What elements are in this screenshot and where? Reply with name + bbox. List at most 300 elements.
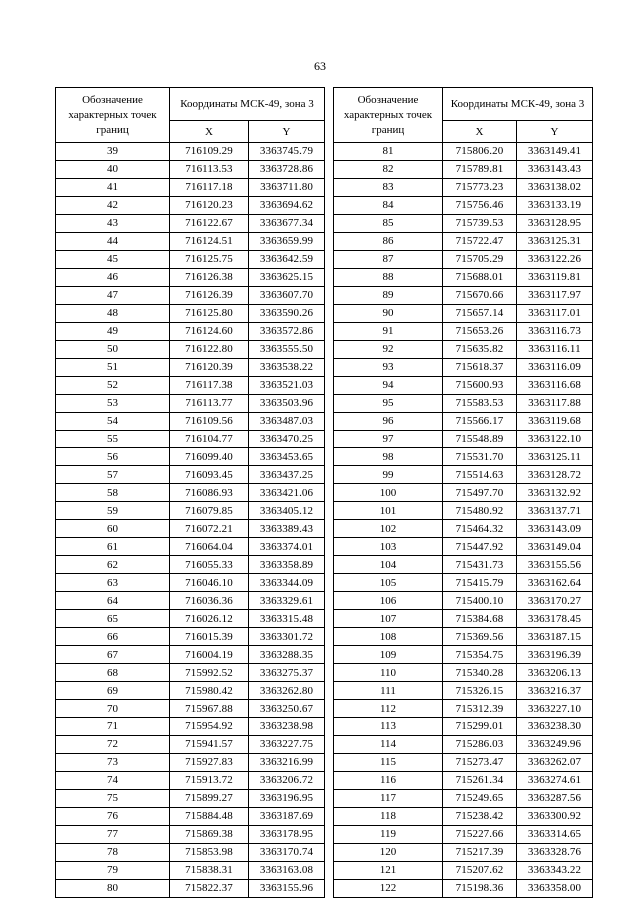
y-coordinate-cell: 3363149.04 (517, 538, 593, 556)
x-coordinate-cell: 716099.40 (170, 448, 249, 466)
y-coordinate-cell: 3363128.95 (517, 214, 593, 232)
x-coordinate-cell: 715927.83 (170, 753, 249, 771)
point-id-cell: 118 (334, 807, 443, 825)
table-row (56, 718, 325, 736)
y-coordinate-cell: 3363155.56 (517, 556, 593, 574)
x-coordinate-cell: 715464.32 (443, 520, 517, 538)
y-coordinate-cell: 3363538.22 (249, 358, 325, 376)
table-row (56, 322, 325, 340)
table-row (56, 286, 325, 304)
table-body-left (56, 143, 325, 898)
point-id-cell: 101 (334, 502, 443, 520)
y-coordinate-cell: 3363274.61 (517, 771, 593, 789)
x-coordinate-cell: 715688.01 (443, 268, 517, 286)
point-id-cell: 97 (334, 430, 443, 448)
x-coordinate-cell: 715354.75 (443, 646, 517, 664)
table-row (56, 735, 325, 753)
x-coordinate-cell: 715531.70 (443, 448, 517, 466)
table-row (56, 646, 325, 664)
table-row (334, 538, 593, 556)
point-id-cell: 85 (334, 214, 443, 232)
page-number: 63 (314, 59, 326, 73)
y-coordinate-cell: 3363196.95 (249, 789, 325, 807)
y-coordinate-cell: 3363117.88 (517, 394, 593, 412)
y-coordinate-cell: 3363405.12 (249, 502, 325, 520)
x-coordinate-cell: 716064.04 (170, 538, 249, 556)
coords-header: Координаты МСК-49, зона 3 (170, 88, 325, 121)
point-id-cell: 86 (334, 232, 443, 250)
table-row (56, 700, 325, 718)
x-coordinate-cell: 716026.12 (170, 610, 249, 628)
y-coordinate-cell: 3363119.68 (517, 412, 593, 430)
point-id-cell: 75 (56, 789, 170, 807)
point-id-cell: 66 (56, 628, 170, 646)
table-row (56, 412, 325, 430)
point-id-cell: 100 (334, 484, 443, 502)
y-coordinate-cell: 3363625.15 (249, 268, 325, 286)
table-row (334, 718, 593, 736)
y-coordinate-cell: 3363328.76 (517, 843, 593, 861)
point-id-cell: 105 (334, 574, 443, 592)
point-id-cell: 48 (56, 304, 170, 322)
y-coordinate-cell: 3363572.86 (249, 322, 325, 340)
table-row (56, 196, 325, 214)
x-coordinate-cell: 716086.93 (170, 484, 249, 502)
table-row (56, 484, 325, 502)
x-header: X (170, 121, 249, 143)
point-id-cell: 41 (56, 178, 170, 196)
table-row (334, 143, 593, 161)
point-id-cell: 45 (56, 250, 170, 268)
point-id-cell: 57 (56, 466, 170, 484)
y-coordinate-cell: 3363206.72 (249, 771, 325, 789)
table-row (334, 196, 593, 214)
y-coordinate-cell: 3363437.25 (249, 466, 325, 484)
y-coordinate-cell: 3363178.95 (249, 825, 325, 843)
point-id-cell: 108 (334, 628, 443, 646)
table-row (334, 753, 593, 771)
point-id-cell: 78 (56, 843, 170, 861)
x-coordinate-cell: 716113.53 (170, 160, 249, 178)
table-row (56, 664, 325, 682)
y-coordinate-cell: 3363170.74 (249, 843, 325, 861)
point-id-cell: 82 (334, 160, 443, 178)
y-coordinate-cell: 3363216.37 (517, 682, 593, 700)
x-coordinate-cell: 715600.93 (443, 376, 517, 394)
table-row (334, 340, 593, 358)
x-coordinate-cell: 716125.75 (170, 250, 249, 268)
x-coordinate-cell: 715869.38 (170, 825, 249, 843)
point-id-cell: 92 (334, 340, 443, 358)
y-coordinate-cell: 3363262.07 (517, 753, 593, 771)
y-coordinate-cell: 3363117.01 (517, 304, 593, 322)
point-id-cell: 60 (56, 520, 170, 538)
x-coordinate-cell: 715992.52 (170, 664, 249, 682)
x-coordinate-cell: 715480.92 (443, 502, 517, 520)
y-coordinate-cell: 3363728.86 (249, 160, 325, 178)
point-id-cell: 51 (56, 358, 170, 376)
table-row (334, 466, 593, 484)
y-coordinate-cell: 3363138.02 (517, 178, 593, 196)
x-coordinate-cell: 716015.39 (170, 628, 249, 646)
table-row (56, 160, 325, 178)
y-coordinate-cell: 3363122.26 (517, 250, 593, 268)
y-coordinate-cell: 3363300.92 (517, 807, 593, 825)
point-id-cell: 88 (334, 268, 443, 286)
table-row (56, 861, 325, 879)
x-coordinate-cell: 715238.42 (443, 807, 517, 825)
x-coordinate-cell: 715198.36 (443, 879, 517, 897)
table-row (334, 448, 593, 466)
point-id-cell: 122 (334, 879, 443, 897)
table-row (334, 502, 593, 520)
x-coordinate-cell: 716117.18 (170, 178, 249, 196)
y-coordinate-cell: 3363178.45 (517, 610, 593, 628)
point-id-cell: 81 (334, 143, 443, 161)
point-id-cell: 84 (334, 196, 443, 214)
coordinates-table-right (333, 87, 593, 898)
y-coordinate-cell: 3363329.61 (249, 592, 325, 610)
table-row (56, 358, 325, 376)
table-row (56, 753, 325, 771)
x-coordinate-cell: 715369.56 (443, 628, 517, 646)
table-row (56, 143, 325, 161)
x-coordinate-cell: 715227.66 (443, 825, 517, 843)
table-row (56, 556, 325, 574)
x-coordinate-cell: 715261.34 (443, 771, 517, 789)
x-coordinate-cell: 715299.01 (443, 718, 517, 736)
y-coordinate-cell: 3363238.30 (517, 718, 593, 736)
coordinates-table-left (55, 87, 325, 898)
x-coordinate-cell: 716122.67 (170, 214, 249, 232)
y-coordinate-cell: 3363659.99 (249, 232, 325, 250)
point-id-cell: 40 (56, 160, 170, 178)
point-id-cell: 106 (334, 592, 443, 610)
point-label-header: Обозначение характерных точек границ (334, 88, 443, 143)
x-coordinate-cell: 716046.10 (170, 574, 249, 592)
table-row (334, 789, 593, 807)
y-coordinate-cell: 3363143.43 (517, 160, 593, 178)
table-row (334, 592, 593, 610)
table-row (334, 825, 593, 843)
x-coordinate-cell: 715548.89 (443, 430, 517, 448)
table-row (56, 879, 325, 897)
y-coordinate-cell: 3363227.10 (517, 700, 593, 718)
x-coordinate-cell: 716125.80 (170, 304, 249, 322)
table-row (334, 286, 593, 304)
table-row (334, 520, 593, 538)
table-row (56, 376, 325, 394)
point-id-cell: 80 (56, 879, 170, 897)
table-row (334, 394, 593, 412)
x-coordinate-cell: 715653.26 (443, 322, 517, 340)
point-id-cell: 96 (334, 412, 443, 430)
x-coordinate-cell: 715340.28 (443, 664, 517, 682)
y-coordinate-cell: 3363128.72 (517, 466, 593, 484)
y-coordinate-cell: 3363343.22 (517, 861, 593, 879)
point-id-cell: 111 (334, 682, 443, 700)
point-id-cell: 107 (334, 610, 443, 628)
y-coordinate-cell: 3363453.65 (249, 448, 325, 466)
table-row (334, 430, 593, 448)
point-id-cell: 65 (56, 610, 170, 628)
y-coordinate-cell: 3363187.15 (517, 628, 593, 646)
point-id-cell: 67 (56, 646, 170, 664)
y-coordinate-cell: 3363694.62 (249, 196, 325, 214)
point-id-cell: 47 (56, 286, 170, 304)
table-row (56, 807, 325, 825)
table-row (56, 682, 325, 700)
table-row (56, 789, 325, 807)
table-row (334, 735, 593, 753)
point-id-cell: 70 (56, 700, 170, 718)
x-coordinate-cell: 715670.66 (443, 286, 517, 304)
table-row (56, 340, 325, 358)
point-id-cell: 39 (56, 143, 170, 161)
x-coordinate-cell: 715273.47 (443, 753, 517, 771)
table-row (56, 466, 325, 484)
point-id-cell: 63 (56, 574, 170, 592)
table-row (334, 412, 593, 430)
y-coordinate-cell: 3363133.19 (517, 196, 593, 214)
x-header: X (443, 121, 517, 143)
y-header: Y (517, 121, 593, 143)
x-coordinate-cell: 715312.39 (443, 700, 517, 718)
point-id-cell: 59 (56, 502, 170, 520)
x-coordinate-cell: 716104.77 (170, 430, 249, 448)
point-id-cell: 120 (334, 843, 443, 861)
point-id-cell: 77 (56, 825, 170, 843)
table-row (334, 160, 593, 178)
table-row (334, 861, 593, 879)
point-id-cell: 52 (56, 376, 170, 394)
y-coordinate-cell: 3363143.09 (517, 520, 593, 538)
table-row (56, 520, 325, 538)
y-coordinate-cell: 3363117.97 (517, 286, 593, 304)
y-coordinate-cell: 3363555.50 (249, 340, 325, 358)
y-coordinate-cell: 3363196.39 (517, 646, 593, 664)
table-row (334, 322, 593, 340)
table-row (334, 178, 593, 196)
x-coordinate-cell: 715838.31 (170, 861, 249, 879)
table-row (334, 268, 593, 286)
x-coordinate-cell: 715954.92 (170, 718, 249, 736)
y-coordinate-cell: 3363275.37 (249, 664, 325, 682)
table-row (334, 358, 593, 376)
table-row (56, 448, 325, 466)
x-coordinate-cell: 715514.63 (443, 466, 517, 484)
table-row (56, 214, 325, 232)
x-coordinate-cell: 715967.88 (170, 700, 249, 718)
y-coordinate-cell: 3363163.08 (249, 861, 325, 879)
table-row (334, 232, 593, 250)
y-coordinate-cell: 3363170.27 (517, 592, 593, 610)
y-coordinate-cell: 3363262.80 (249, 682, 325, 700)
point-id-cell: 76 (56, 807, 170, 825)
y-coordinate-cell: 3363119.81 (517, 268, 593, 286)
point-id-cell: 42 (56, 196, 170, 214)
x-coordinate-cell: 715286.03 (443, 735, 517, 753)
table-row (334, 664, 593, 682)
table-row (56, 628, 325, 646)
coords-header: Координаты МСК-49, зона 3 (443, 88, 593, 121)
x-coordinate-cell: 715415.79 (443, 574, 517, 592)
y-coordinate-cell: 3363470.25 (249, 430, 325, 448)
table-row (56, 250, 325, 268)
x-coordinate-cell: 716120.39 (170, 358, 249, 376)
x-coordinate-cell: 716109.56 (170, 412, 249, 430)
y-coordinate-cell: 3363487.03 (249, 412, 325, 430)
y-coordinate-cell: 3363358.89 (249, 556, 325, 574)
x-coordinate-cell: 715635.82 (443, 340, 517, 358)
y-coordinate-cell: 3363250.67 (249, 700, 325, 718)
table-row (56, 502, 325, 520)
y-coordinate-cell: 3363287.56 (517, 789, 593, 807)
point-id-cell: 53 (56, 394, 170, 412)
point-id-cell: 50 (56, 340, 170, 358)
y-coordinate-cell: 3363122.10 (517, 430, 593, 448)
table-row (334, 771, 593, 789)
x-coordinate-cell: 715773.23 (443, 178, 517, 196)
point-id-cell: 43 (56, 214, 170, 232)
point-id-cell: 69 (56, 682, 170, 700)
point-id-cell: 103 (334, 538, 443, 556)
point-id-cell: 109 (334, 646, 443, 664)
point-id-cell: 104 (334, 556, 443, 574)
x-coordinate-cell: 715618.37 (443, 358, 517, 376)
table-row (334, 610, 593, 628)
y-coordinate-cell: 3363125.31 (517, 232, 593, 250)
point-id-cell: 73 (56, 753, 170, 771)
point-id-cell: 98 (334, 448, 443, 466)
table-row (334, 807, 593, 825)
x-coordinate-cell: 715705.29 (443, 250, 517, 268)
y-coordinate-cell: 3363187.69 (249, 807, 325, 825)
x-coordinate-cell: 715822.37 (170, 879, 249, 897)
point-id-cell: 58 (56, 484, 170, 502)
table-row (56, 178, 325, 196)
x-coordinate-cell: 716122.80 (170, 340, 249, 358)
x-coordinate-cell: 715447.92 (443, 538, 517, 556)
table-body-right (334, 143, 593, 898)
table-row (334, 376, 593, 394)
x-coordinate-cell: 715400.10 (443, 592, 517, 610)
y-coordinate-cell: 3363389.43 (249, 520, 325, 538)
x-coordinate-cell: 716109.29 (170, 143, 249, 161)
table-row (334, 250, 593, 268)
table-row (334, 646, 593, 664)
table-row (56, 771, 325, 789)
point-id-cell: 116 (334, 771, 443, 789)
y-coordinate-cell: 3363358.00 (517, 879, 593, 897)
y-coordinate-cell: 3363216.99 (249, 753, 325, 771)
x-coordinate-cell: 716055.33 (170, 556, 249, 574)
point-id-cell: 90 (334, 304, 443, 322)
y-header: Y (249, 121, 325, 143)
x-coordinate-cell: 715384.68 (443, 610, 517, 628)
x-coordinate-cell: 716113.77 (170, 394, 249, 412)
table-row (56, 610, 325, 628)
y-coordinate-cell: 3363125.11 (517, 448, 593, 466)
table-row (56, 268, 325, 286)
point-id-cell: 44 (56, 232, 170, 250)
y-coordinate-cell: 3363249.96 (517, 735, 593, 753)
x-coordinate-cell: 715739.53 (443, 214, 517, 232)
x-coordinate-cell: 715722.47 (443, 232, 517, 250)
point-id-cell: 56 (56, 448, 170, 466)
point-id-cell: 61 (56, 538, 170, 556)
point-id-cell: 89 (334, 286, 443, 304)
x-coordinate-cell: 715941.57 (170, 735, 249, 753)
table-row (334, 700, 593, 718)
x-coordinate-cell: 715756.46 (443, 196, 517, 214)
y-coordinate-cell: 3363116.11 (517, 340, 593, 358)
x-coordinate-cell: 715789.81 (443, 160, 517, 178)
y-coordinate-cell: 3363315.48 (249, 610, 325, 628)
point-id-cell: 115 (334, 753, 443, 771)
table-row (56, 574, 325, 592)
x-coordinate-cell: 715207.62 (443, 861, 517, 879)
point-id-cell: 119 (334, 825, 443, 843)
y-coordinate-cell: 3363344.09 (249, 574, 325, 592)
point-id-cell: 113 (334, 718, 443, 736)
x-coordinate-cell: 715853.98 (170, 843, 249, 861)
x-coordinate-cell: 716126.38 (170, 268, 249, 286)
y-coordinate-cell: 3363288.35 (249, 646, 325, 664)
table-row (56, 538, 325, 556)
y-coordinate-cell: 3363314.65 (517, 825, 593, 843)
table-row (334, 879, 593, 897)
y-coordinate-cell: 3363137.71 (517, 502, 593, 520)
point-id-cell: 62 (56, 556, 170, 574)
y-coordinate-cell: 3363132.92 (517, 484, 593, 502)
table-row (334, 682, 593, 700)
point-id-cell: 95 (334, 394, 443, 412)
x-coordinate-cell: 716093.45 (170, 466, 249, 484)
table-row (334, 484, 593, 502)
x-coordinate-cell: 715497.70 (443, 484, 517, 502)
y-coordinate-cell: 3363374.01 (249, 538, 325, 556)
x-coordinate-cell: 715217.39 (443, 843, 517, 861)
point-id-cell: 102 (334, 520, 443, 538)
point-id-cell: 83 (334, 178, 443, 196)
y-coordinate-cell: 3363301.72 (249, 628, 325, 646)
y-coordinate-cell: 3363503.96 (249, 394, 325, 412)
x-coordinate-cell: 715806.20 (443, 143, 517, 161)
y-coordinate-cell: 3363238.98 (249, 718, 325, 736)
point-id-cell: 54 (56, 412, 170, 430)
y-coordinate-cell: 3363116.68 (517, 376, 593, 394)
x-coordinate-cell: 715657.14 (443, 304, 517, 322)
x-coordinate-cell: 715583.53 (443, 394, 517, 412)
point-id-cell: 112 (334, 700, 443, 718)
table-row (334, 556, 593, 574)
x-coordinate-cell: 715899.27 (170, 789, 249, 807)
y-coordinate-cell: 3363590.26 (249, 304, 325, 322)
point-id-cell: 55 (56, 430, 170, 448)
point-label-header: Обозначение характерных точек границ (56, 88, 170, 143)
x-coordinate-cell: 716126.39 (170, 286, 249, 304)
point-id-cell: 87 (334, 250, 443, 268)
x-coordinate-cell: 716120.23 (170, 196, 249, 214)
table-row (56, 394, 325, 412)
point-id-cell: 94 (334, 376, 443, 394)
table-row (334, 574, 593, 592)
table-row (56, 430, 325, 448)
x-coordinate-cell: 716117.38 (170, 376, 249, 394)
y-coordinate-cell: 3363642.59 (249, 250, 325, 268)
x-coordinate-cell: 715913.72 (170, 771, 249, 789)
